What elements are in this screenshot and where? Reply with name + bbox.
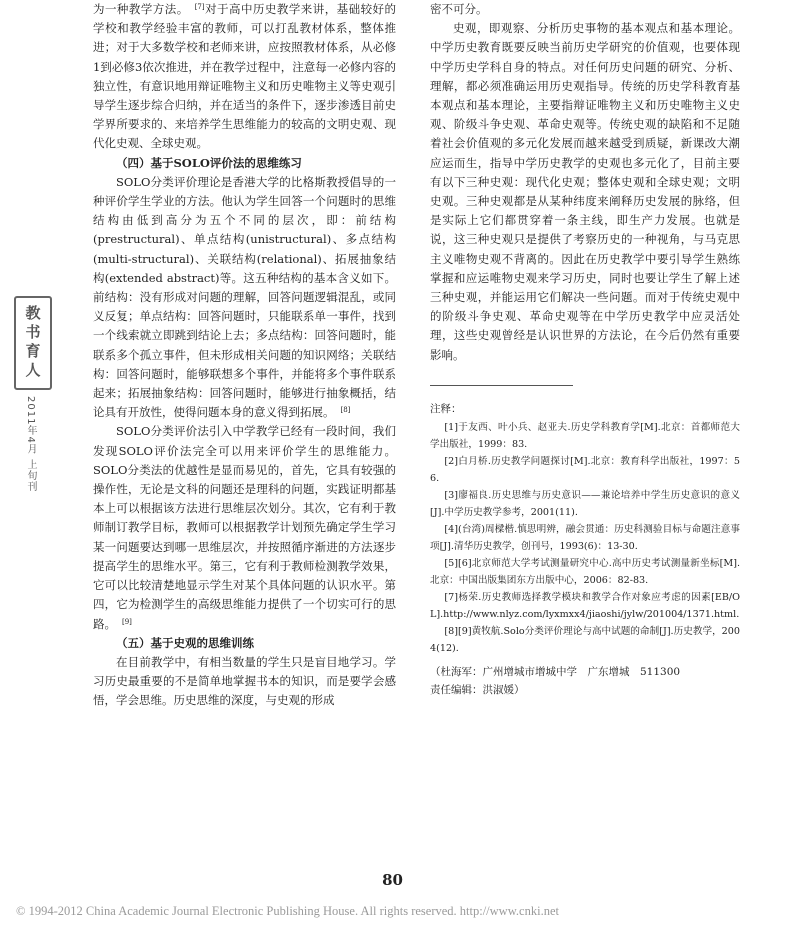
author-line: （杜海军：广州增城市增城中学 广东增城 511300 — [430, 666, 681, 679]
right-paragraph-history-views: 史观，即观察、分析历史事物的基本观点和基本理论。中学历史教育既要反映当前历史学研究的价值观，也要体现中学历史学科自身的特点。对任何历史问题的研究、分析、理解，都必须准确运用历史观指导。传统的历史学科教育基本观点和基本理论，主要指辩证唯物主义和历史唯物主义史观、阶级斗争史观、革命史观等。传统史观的缺陷和不足随着社会价值观的多元化发展而越来越受到质疑，新课改大潮应运而生，指导中学历史教学的史观也多元化了，目前主要有以下三种史观：现代化史观；整体史观和全球史观；文明史观。三种史观都是从某种纬度来阐释历史发展的脉络，但是实际上它们都贯穿着一条主线，即生产力发展。也就是说，这三种史观只是提供了考察历史的一种视角，与马克思主义唯物史观不背离的。因此在历史教学中要引导学生熟练掌握和应运唯物史观来学习历史，同时也要让学生了解上述三种史观，并能运用它们解决一些问题。而对于传统史观中的阶级斗争史观、革命史观等在中学历史教学中应灵活处理，这些史观曾经是认识世界的方法论，在今后仍然有重要影响。 — [430, 21, 740, 362]
note-item: [2]白月桥.历史教学问题探讨[M].北京：教育科学出版社，1997：56. — [430, 456, 740, 485]
journal-logo — [14, 296, 52, 390]
ref-marker: [7] — [194, 3, 205, 11]
editor-line: 责任编辑：洪淑媛） — [430, 684, 525, 697]
note-item: [3]廖福良.历史思维与历史意识——兼论培养中学生历史意识的意义[J].中学历史教学参考，2001(11). — [430, 490, 740, 519]
left-column — [93, 0, 396, 711]
note-item: [4](台湾)周樑楷.慎思明辨，融会贯通：历史科测验目标与命题注意事项[J].清华历史教学，创刊号，1993(6)：13-30. — [430, 524, 740, 553]
section-heading-4: （四）基于SOLO评价法的思维练习 — [116, 155, 302, 170]
author-info — [430, 663, 740, 699]
copyright-footer: © 1994-2012 China Academic Journal Electronic Publishing House. All rights reserved. http://www.cnki.net — [16, 904, 559, 918]
right-column — [430, 0, 740, 699]
ref-marker: [8] — [340, 406, 351, 415]
section-heading-5: （五）基于史观的思维训练 — [116, 635, 254, 650]
left-paragraph-1: 为一种教学方法。 [7]对于高中历史教学来讲，基础较好的学校和教学经验丰富的教师，可以打乱教材体系，整体推进；对于大多数学校和老师来讲，应按照教材体系，从必修1到必修3依次推进，并在教学过程中，注意每一必修内容的独立性，有意识地用辩证唯物主义和历史唯物主义等史观引导学生逐步综合归纳，并在适当的条件下，逐步渗透目前史学界所要求的、来培养学生思维能力的较高的文明史观、现代化史观、全球史观。 — [93, 2, 397, 151]
journal-logo-text: 教书育人 — [23, 305, 42, 381]
page-number: 80 — [382, 871, 403, 889]
notes-divider — [430, 385, 573, 386]
left-paragraph-last: 在目前教学中，有相当数量的学生只是盲目地学习。学习历史最重要的不是简单地掌握书本的知识，而是要学会感悟，学会思维。历史思维的深度，与史观的形成 — [93, 654, 396, 708]
issue-date-label: 2011年4月 上旬刊 — [25, 396, 36, 492]
note-item: [7]杨荣.历史教师选择教学模块和教学合作对象应考虑的因素[EB/OL].http://www.nlyz.com/lyxmxx4/jiaoshi/jylw/201004/1371.html. — [430, 592, 740, 621]
note-item: [5][6]北京师范大学考试测量研究中心.高中历史考试测量新坐标[M].北京：中国出版集团东方出版中心，2006：82-83. — [430, 558, 740, 587]
left-paragraph-solo: SOLO分类评价理论是香港大学的比格斯教授倡导的一种评价学生学业的方法。他认为学生回答一个问题时的思维结构由低到高分为五个不同的层次，即：前结构(prestructural)、单点结构(unistructural)、多点结构(multi-structural)、关联结构(relational)、拓展抽象结构(extended abstract)等。这五种结构的基本含义如下。前结构：没有形成对问题的理解，回答问题逻辑混乱，或同义反复；单点结构：回答问题时，只能联系单一事件，找到一个线索就立即跳到结论上去；多点结构：回答问题时，能联系多个孤立事件，但未形成相关问题的知识网络；关联结构：回答问题时，能够联想多个事件，并能将多个事件联系起来；拓展抽象结构：回答问题时，能够进行抽象概括，结论具有开放性，使得问题本身的意义得到拓展。 [8] — [93, 174, 396, 420]
left-paragraph-solo-benefits: SOLO分类评价法引入中学教学已经有一段时间，我们发现SOLO评价法完全可以用来评价学生的思维能力。SOLO分类法的优越性是显而易见的，首先，它具有较强的操作性，无论是文科的问题还是理科的问题，实践证明都基本上可以根据该方法进行思维层次划分。其次，它有利于教师制订教学目标，教师可以根据教学计划预先确定学生学习某一问题要达到哪一思维层次，并按照循序渐进的方法逐步提高学生的思维水平。第三，它有利于教师检测教学效果，它可以比较清楚地显示学生对某个具体问题的认识水平。第四，它为检测学生的高级思维能力提供了一个切实可行的思路。 [9] — [93, 424, 396, 631]
note-item: [8][9]黄牧航.Solo分类评价理论与高中试题的命制[J].历史教学，2004(12). — [430, 626, 740, 655]
note-item: [1]于友西、叶小兵、赵亚夫.历史学科教育学[M].北京：首都师范大学出版社，1999：83. — [430, 422, 740, 451]
notes-title: 注释： — [430, 402, 462, 415]
ref-marker: [9] — [122, 617, 132, 626]
right-paragraph-1: 密不可分。 — [430, 2, 488, 16]
